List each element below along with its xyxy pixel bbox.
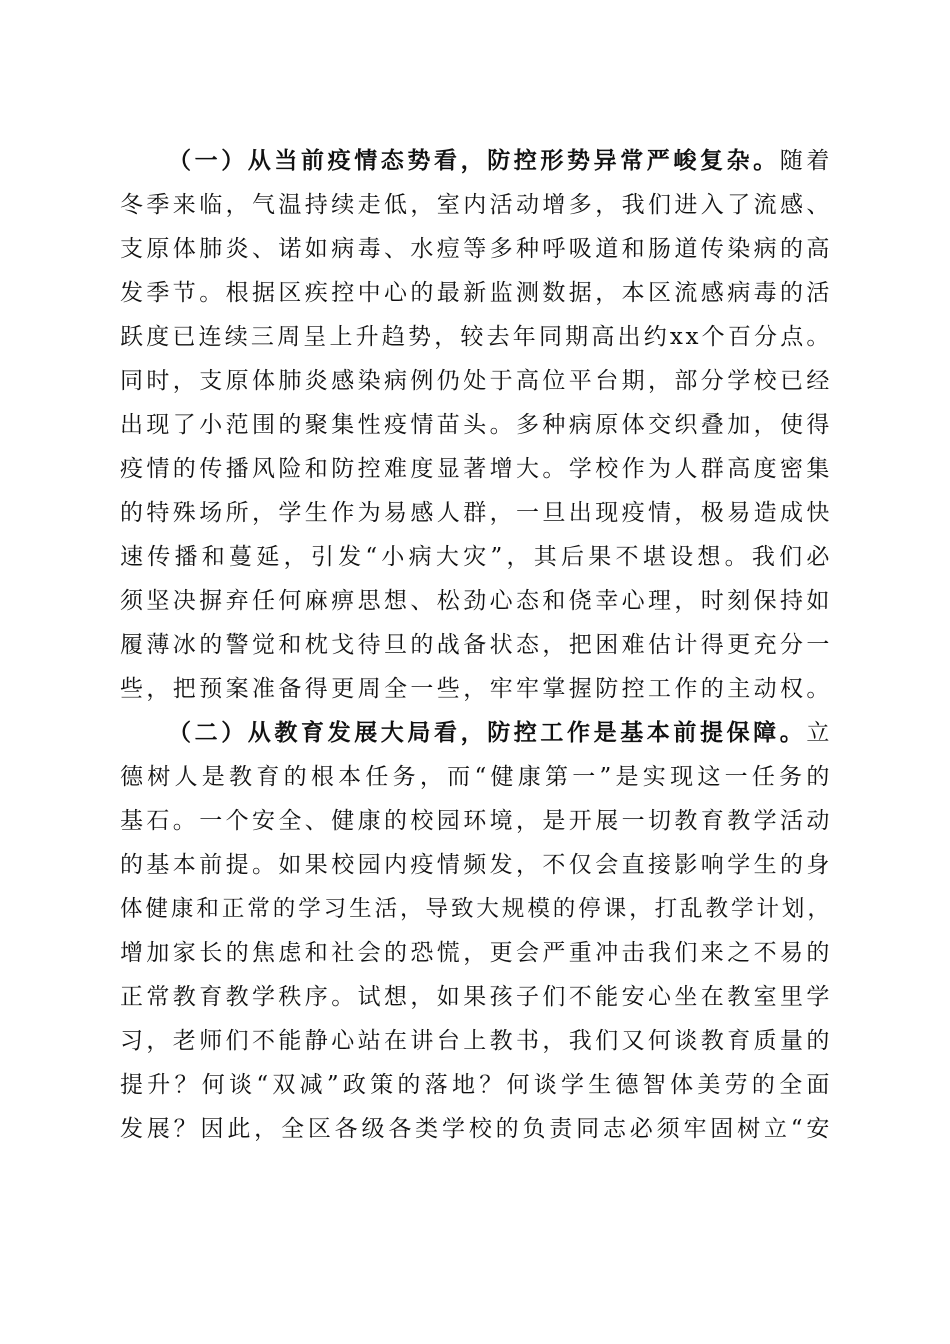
paragraph-1-line-8: 疫情的传播风险和防控难度显著增大。学校作为人群高度密集 — [120, 456, 832, 482]
paragraph-1-heading: （一）从当前疫情态势看，防控形势异常严峻复杂。 — [168, 147, 780, 174]
paragraph-2-line-6: 增加家长的焦虑和社会的恐慌，更会严重冲击我们来之不易的 — [120, 940, 832, 966]
paragraph-1-line-4: 发季节。根据区疾控中心的最新监测数据，本区流感病毒的活 — [120, 280, 832, 306]
paragraph-1-line-5: 跃度已连续三周呈上升趋势，较去年同期高出约xx个百分点。 — [120, 324, 832, 350]
paragraph-1-text: 随着 — [779, 148, 832, 174]
paragraph-1-line-10: 速传播和蔓延，引发“小病大灾”，其后果不堪设想。我们必 — [120, 544, 832, 570]
paragraph-1-line-9: 的特殊场所，学生作为易感人群，一旦出现疫情，极易造成快 — [120, 500, 832, 526]
paragraph-1-line-12: 履薄冰的警觉和枕戈待旦的战备状态，把困难估计得更充分一 — [120, 632, 832, 658]
paragraph-1-line-13: 些，把预案准备得更周全一些，牢牢掌握防控工作的主动权。 — [120, 676, 832, 702]
paragraph-2-line-3: 基石。一个安全、健康的校园环境，是开展一切教育教学活动 — [120, 808, 832, 834]
paragraph-1-line-7: 出现了小范围的聚集性疫情苗头。多种病原体交织叠加，使得 — [120, 412, 832, 438]
paragraph-1-line-6: 同时，支原体肺炎感染病例仍处于高位平台期，部分学校已经 — [120, 368, 832, 394]
paragraph-2-line-8: 习，老师们不能静心站在讲台上教书，我们又何谈教育质量的 — [120, 1028, 832, 1054]
paragraph-1-line-11: 须坚决摒弃任何麻痹思想、松劲心态和侥幸心理，时刻保持如 — [120, 588, 832, 614]
paragraph-2-line-1 — [168, 713, 832, 753]
paragraph-2-line-7: 正常教育教学秩序。试想，如果孩子们不能安心坐在教室里学 — [120, 984, 832, 1010]
paragraph-2-line-2: 德树人是教育的根本任务，而“健康第一”是实现这一任务的 — [120, 764, 832, 790]
paragraph-1-line-1 — [168, 141, 832, 181]
paragraph-1-line-2: 冬季来临，气温持续走低，室内活动增多，我们进入了流感、 — [120, 192, 832, 218]
paragraph-2-line-9: 提升？何谈“双减”政策的落地？何谈学生德智体美劳的全面 — [120, 1072, 832, 1098]
paragraph-2-line-10: 发展？因此，全区各级各类学校的负责同志必须牢固树立“安 — [120, 1116, 832, 1142]
paragraph-2-line-4: 的基本前提。如果校园内疫情频发，不仅会直接影响学生的身 — [120, 852, 832, 878]
paragraph-2-text: 立 — [806, 720, 832, 746]
paragraph-2-heading: （二）从教育发展大局看，防控工作是基本前提保障。 — [168, 719, 807, 746]
paragraph-1-line-3: 支原体肺炎、诺如病毒、水痘等多种呼吸道和肠道传染病的高 — [120, 236, 832, 262]
paragraph-2-line-5: 体健康和正常的学习生活，导致大规模的停课，打乱教学计划， — [120, 896, 832, 922]
